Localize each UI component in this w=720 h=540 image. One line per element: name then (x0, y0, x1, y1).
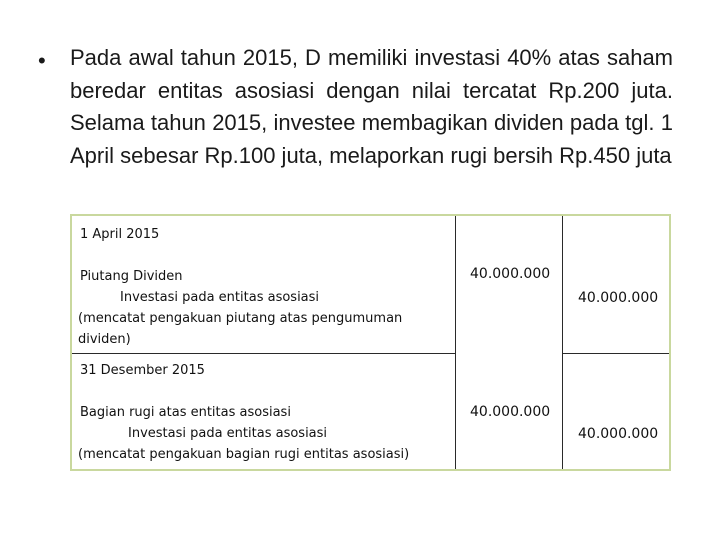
row-divider (562, 353, 669, 354)
credit-amount: 40.000.000 (578, 290, 659, 306)
entry-note: (mencatat pengakuan bagian rugi entitas asosiasi) (78, 447, 410, 462)
debit-amount: 40.000.000 (470, 266, 551, 282)
bullet-icon: • (38, 48, 46, 73)
row-divider (72, 353, 455, 354)
journal-table (72, 216, 669, 469)
debit-account: Bagian rugi atas entitas asosiasi (80, 405, 291, 420)
entry-note: dividen) (78, 332, 131, 347)
credit-account: Investasi pada entitas asosiasi (120, 290, 320, 305)
credit-account: Investasi pada entitas asosiasi (128, 426, 328, 441)
debit-account: Piutang Dividen (80, 269, 183, 284)
bullet-text: Pada awal tahun 2015, D memiliki investasi 40% atas saham beredar entitas asosiasi dengan nilai tercatat Rp.200 juta. Selama tahun 2015, investee membagikan dividen pada tgl. 1 April sebesar Rp.100 juta, melaporkan rugi bersih Rp.450 juta (70, 45, 673, 168)
entry-note: (mencatat pengakuan piutang atas pengumuman (78, 311, 403, 326)
column-divider-debit (455, 216, 456, 469)
column-divider-credit (562, 216, 563, 469)
bullet-paragraph (38, 42, 673, 172)
credit-amount: 40.000.000 (578, 426, 659, 442)
entry-date: 31 Desember 2015 (80, 363, 205, 378)
debit-amount: 40.000.000 (470, 404, 551, 420)
entry-date: 1 April 2015 (80, 227, 160, 242)
